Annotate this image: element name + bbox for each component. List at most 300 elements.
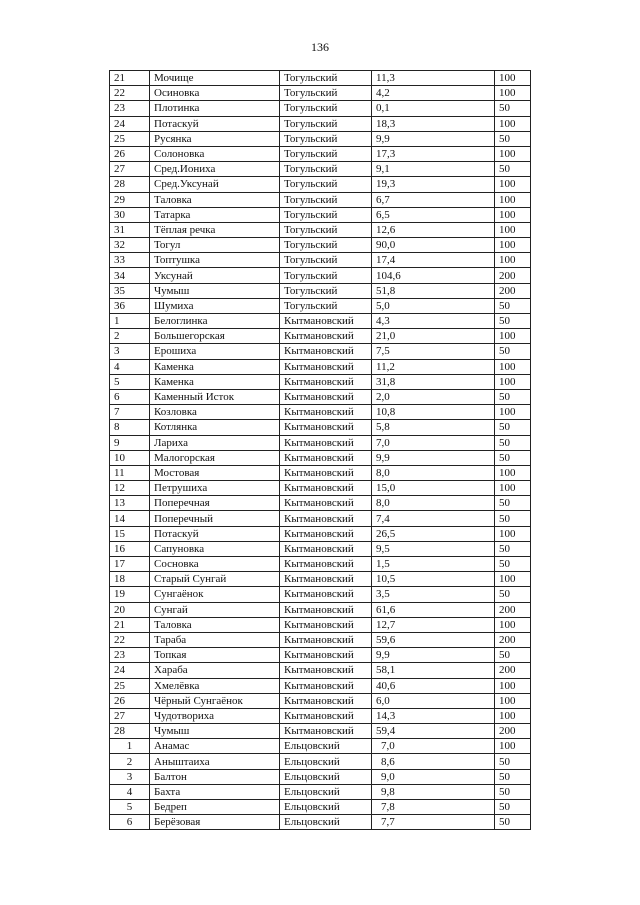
row-number-cell: 18: [110, 572, 150, 587]
limit-cell: 100: [495, 526, 531, 541]
table-row: [110, 253, 531, 268]
river-name-cell: Чудотвориха: [150, 708, 280, 723]
row-number-cell: 22: [110, 632, 150, 647]
limit-cell: 50: [495, 420, 531, 435]
river-name-cell: Чумыш: [150, 724, 280, 739]
table-row: [110, 359, 531, 374]
table-row: [110, 708, 531, 723]
row-number-cell: 4: [110, 784, 150, 799]
limit-cell: 50: [495, 101, 531, 116]
table-row: [110, 283, 531, 298]
table-row: [110, 815, 531, 830]
row-number-cell: 23: [110, 101, 150, 116]
limit-cell: 100: [495, 329, 531, 344]
limit-cell: 50: [495, 131, 531, 146]
value-cell: 9,9: [372, 648, 495, 663]
river-name-cell: Котлянка: [150, 420, 280, 435]
value-cell: 51,8: [372, 283, 495, 298]
row-number-cell: 3: [110, 344, 150, 359]
district-cell: Кытмановский: [280, 374, 372, 389]
table-row: [110, 724, 531, 739]
limit-cell: 100: [495, 116, 531, 131]
row-number-cell: 1: [110, 739, 150, 754]
table-row: [110, 572, 531, 587]
value-cell: 19,3: [372, 177, 495, 192]
limit-cell: 50: [495, 314, 531, 329]
page-number: 136: [311, 40, 329, 54]
district-cell: Кытмановский: [280, 314, 372, 329]
row-number-cell: 25: [110, 678, 150, 693]
district-cell: Кытмановский: [280, 526, 372, 541]
row-number-cell: 21: [110, 71, 150, 86]
value-cell: 11,3: [372, 71, 495, 86]
limit-cell: 100: [495, 86, 531, 101]
district-cell: Ельцовский: [280, 739, 372, 754]
table-row: [110, 678, 531, 693]
district-cell: Тогульский: [280, 238, 372, 253]
district-cell: Тогульский: [280, 268, 372, 283]
row-number-cell: 25: [110, 131, 150, 146]
row-number-cell: 34: [110, 268, 150, 283]
table-row: [110, 222, 531, 237]
limit-cell: 50: [495, 435, 531, 450]
district-cell: Кытмановский: [280, 511, 372, 526]
row-number-cell: 20: [110, 602, 150, 617]
value-cell: 10,5: [372, 572, 495, 587]
district-cell: Кытмановский: [280, 344, 372, 359]
table-row: [110, 587, 531, 602]
row-number-cell: 24: [110, 663, 150, 678]
limit-cell: 200: [495, 268, 531, 283]
row-number-cell: 16: [110, 541, 150, 556]
row-number-cell: 21: [110, 617, 150, 632]
limit-cell: 200: [495, 724, 531, 739]
value-cell: 6,0: [372, 693, 495, 708]
river-name-cell: Сунгаёнок: [150, 587, 280, 602]
row-number-cell: 5: [110, 800, 150, 815]
district-cell: Кытмановский: [280, 541, 372, 556]
district-cell: Кытмановский: [280, 359, 372, 374]
river-name-cell: Бедреп: [150, 800, 280, 815]
district-cell: Тогульский: [280, 162, 372, 177]
river-name-cell: Тогул: [150, 238, 280, 253]
limit-cell: 50: [495, 769, 531, 784]
district-cell: Тогульский: [280, 177, 372, 192]
district-cell: Кытмановский: [280, 450, 372, 465]
river-name-cell: Сапуновка: [150, 541, 280, 556]
value-cell: 7,8: [372, 800, 495, 815]
river-name-cell: Чумыш: [150, 283, 280, 298]
river-name-cell: Сред.Иониха: [150, 162, 280, 177]
river-name-cell: Плотинка: [150, 101, 280, 116]
value-cell: 9,9: [372, 131, 495, 146]
district-cell: Тогульский: [280, 116, 372, 131]
row-number-cell: 2: [110, 329, 150, 344]
table-row: [110, 754, 531, 769]
district-cell: Тогульский: [280, 131, 372, 146]
river-name-cell: Русянка: [150, 131, 280, 146]
district-cell: Тогульский: [280, 71, 372, 86]
value-cell: 59,4: [372, 724, 495, 739]
row-number-cell: 29: [110, 192, 150, 207]
value-cell: 11,2: [372, 359, 495, 374]
row-number-cell: 28: [110, 177, 150, 192]
river-name-cell: Балтон: [150, 769, 280, 784]
district-cell: Тогульский: [280, 192, 372, 207]
district-cell: Тогульский: [280, 86, 372, 101]
value-cell: 12,6: [372, 222, 495, 237]
limit-cell: 100: [495, 465, 531, 480]
table-row: [110, 146, 531, 161]
limit-cell: 100: [495, 708, 531, 723]
table-row: [110, 116, 531, 131]
value-cell: 18,3: [372, 116, 495, 131]
district-cell: Кытмановский: [280, 678, 372, 693]
table-row: [110, 131, 531, 146]
value-cell: 7,7: [372, 815, 495, 830]
district-cell: Ельцовский: [280, 754, 372, 769]
limit-cell: 100: [495, 222, 531, 237]
row-number-cell: 6: [110, 815, 150, 830]
row-number-cell: 27: [110, 162, 150, 177]
district-cell: Кытмановский: [280, 481, 372, 496]
limit-cell: 50: [495, 557, 531, 572]
table-row: [110, 314, 531, 329]
value-cell: 1,5: [372, 557, 495, 572]
table-row: [110, 329, 531, 344]
limit-cell: 100: [495, 693, 531, 708]
row-number-cell: 9: [110, 435, 150, 450]
value-cell: 10,8: [372, 405, 495, 420]
table-row: [110, 739, 531, 754]
table-row: [110, 769, 531, 784]
limit-cell: 100: [495, 572, 531, 587]
table-row: [110, 420, 531, 435]
river-name-cell: Тёплая речка: [150, 222, 280, 237]
row-number-cell: 1: [110, 314, 150, 329]
river-name-cell: Хараба: [150, 663, 280, 678]
limit-cell: 100: [495, 146, 531, 161]
river-name-cell: Козловка: [150, 405, 280, 420]
row-number-cell: 15: [110, 526, 150, 541]
district-cell: Кытмановский: [280, 708, 372, 723]
district-cell: Кытмановский: [280, 420, 372, 435]
district-cell: Тогульский: [280, 101, 372, 116]
row-number-cell: 22: [110, 86, 150, 101]
table-row: [110, 177, 531, 192]
river-name-cell: Чёрный Сунгаёнок: [150, 693, 280, 708]
row-number-cell: 7: [110, 405, 150, 420]
value-cell: 90,0: [372, 238, 495, 253]
limit-cell: 50: [495, 541, 531, 556]
limit-cell: 50: [495, 344, 531, 359]
limit-cell: 100: [495, 374, 531, 389]
district-cell: Ельцовский: [280, 800, 372, 815]
district-cell: Тогульский: [280, 283, 372, 298]
table-row: [110, 602, 531, 617]
row-number-cell: 28: [110, 724, 150, 739]
limit-cell: 100: [495, 739, 531, 754]
river-name-cell: Старый Сунгай: [150, 572, 280, 587]
table-row: [110, 405, 531, 420]
table-row: [110, 207, 531, 222]
limit-cell: 200: [495, 663, 531, 678]
row-number-cell: 6: [110, 389, 150, 404]
rivers-table: [109, 70, 531, 830]
row-number-cell: 17: [110, 557, 150, 572]
river-name-cell: Потаскуй: [150, 526, 280, 541]
table-row: [110, 496, 531, 511]
value-cell: 9,9: [372, 450, 495, 465]
limit-cell: 50: [495, 298, 531, 313]
limit-cell: 50: [495, 800, 531, 815]
district-cell: Кытмановский: [280, 329, 372, 344]
limit-cell: 50: [495, 496, 531, 511]
limit-cell: 100: [495, 238, 531, 253]
table-row: [110, 632, 531, 647]
value-cell: 8,0: [372, 496, 495, 511]
row-number-cell: 4: [110, 359, 150, 374]
row-number-cell: 5: [110, 374, 150, 389]
limit-cell: 50: [495, 389, 531, 404]
value-cell: 14,3: [372, 708, 495, 723]
limit-cell: 100: [495, 617, 531, 632]
table-row: [110, 162, 531, 177]
table-row: [110, 693, 531, 708]
district-cell: Кытмановский: [280, 435, 372, 450]
table-row: [110, 298, 531, 313]
river-name-cell: Поперечная: [150, 496, 280, 511]
district-cell: Тогульский: [280, 207, 372, 222]
row-number-cell: 23: [110, 648, 150, 663]
district-cell: Тогульский: [280, 253, 372, 268]
row-number-cell: 32: [110, 238, 150, 253]
value-cell: 3,5: [372, 587, 495, 602]
limit-cell: 100: [495, 177, 531, 192]
table-row: [110, 435, 531, 450]
table-row: [110, 450, 531, 465]
river-name-cell: Петрушиха: [150, 481, 280, 496]
district-cell: Тогульский: [280, 298, 372, 313]
river-name-cell: Потаскуй: [150, 116, 280, 131]
table-row: [110, 101, 531, 116]
value-cell: 7,5: [372, 344, 495, 359]
limit-cell: 100: [495, 678, 531, 693]
river-name-cell: Таловка: [150, 617, 280, 632]
row-number-cell: 11: [110, 465, 150, 480]
table-row: [110, 192, 531, 207]
value-cell: 9,0: [372, 769, 495, 784]
value-cell: 26,5: [372, 526, 495, 541]
limit-cell: 200: [495, 283, 531, 298]
limit-cell: 50: [495, 587, 531, 602]
value-cell: 7,4: [372, 511, 495, 526]
district-cell: Ельцовский: [280, 769, 372, 784]
table-row: [110, 238, 531, 253]
value-cell: 17,3: [372, 146, 495, 161]
row-number-cell: 36: [110, 298, 150, 313]
value-cell: 0,1: [372, 101, 495, 116]
row-number-cell: 2: [110, 754, 150, 769]
value-cell: 6,5: [372, 207, 495, 222]
limit-cell: 50: [495, 450, 531, 465]
river-name-cell: Аныштаиха: [150, 754, 280, 769]
value-cell: 58,1: [372, 663, 495, 678]
value-cell: 4,2: [372, 86, 495, 101]
value-cell: 40,6: [372, 678, 495, 693]
value-cell: 2,0: [372, 389, 495, 404]
river-name-cell: Лариха: [150, 435, 280, 450]
value-cell: 61,6: [372, 602, 495, 617]
row-number-cell: 26: [110, 693, 150, 708]
district-cell: Кытмановский: [280, 465, 372, 480]
table-row: [110, 663, 531, 678]
river-name-cell: Каменка: [150, 359, 280, 374]
limit-cell: 50: [495, 754, 531, 769]
value-cell: 9,5: [372, 541, 495, 556]
limit-cell: 100: [495, 359, 531, 374]
river-name-cell: Анамас: [150, 739, 280, 754]
limit-cell: 200: [495, 602, 531, 617]
table-row: [110, 800, 531, 815]
district-cell: Ельцовский: [280, 784, 372, 799]
table-row: [110, 71, 531, 86]
row-number-cell: 24: [110, 116, 150, 131]
value-cell: 8,6: [372, 754, 495, 769]
river-name-cell: Мочище: [150, 71, 280, 86]
value-cell: 6,7: [372, 192, 495, 207]
value-cell: 8,0: [372, 465, 495, 480]
limit-cell: 100: [495, 253, 531, 268]
river-name-cell: Осиновка: [150, 86, 280, 101]
river-name-cell: Поперечный: [150, 511, 280, 526]
row-number-cell: 33: [110, 253, 150, 268]
value-cell: 31,8: [372, 374, 495, 389]
river-name-cell: Топтушка: [150, 253, 280, 268]
table-row: [110, 617, 531, 632]
river-name-cell: Хмелёвка: [150, 678, 280, 693]
row-number-cell: 26: [110, 146, 150, 161]
row-number-cell: 30: [110, 207, 150, 222]
limit-cell: 50: [495, 815, 531, 830]
limit-cell: 100: [495, 481, 531, 496]
value-cell: 21,0: [372, 329, 495, 344]
river-name-cell: Солоновка: [150, 146, 280, 161]
table-row: [110, 526, 531, 541]
value-cell: 4,3: [372, 314, 495, 329]
limit-cell: 100: [495, 207, 531, 222]
row-number-cell: 19: [110, 587, 150, 602]
table-row: [110, 557, 531, 572]
river-name-cell: Берёзовая: [150, 815, 280, 830]
row-number-cell: 14: [110, 511, 150, 526]
river-name-cell: Каменный Исток: [150, 389, 280, 404]
table-row: [110, 481, 531, 496]
district-cell: Кытмановский: [280, 496, 372, 511]
limit-cell: 50: [495, 784, 531, 799]
row-number-cell: 35: [110, 283, 150, 298]
value-cell: 15,0: [372, 481, 495, 496]
value-cell: 9,8: [372, 784, 495, 799]
table-row: [110, 374, 531, 389]
river-name-cell: Каменка: [150, 374, 280, 389]
row-number-cell: 3: [110, 769, 150, 784]
table-row: [110, 648, 531, 663]
limit-cell: 50: [495, 162, 531, 177]
limit-cell: 100: [495, 71, 531, 86]
table-row: [110, 86, 531, 101]
district-cell: Кытмановский: [280, 602, 372, 617]
district-cell: Кытмановский: [280, 557, 372, 572]
district-cell: Кытмановский: [280, 632, 372, 647]
value-cell: 17,4: [372, 253, 495, 268]
river-name-cell: Мостовая: [150, 465, 280, 480]
river-name-cell: Ерошиха: [150, 344, 280, 359]
table-row: [110, 344, 531, 359]
river-name-cell: Татарка: [150, 207, 280, 222]
river-name-cell: Шумиха: [150, 298, 280, 313]
district-cell: Кытмановский: [280, 693, 372, 708]
row-number-cell: 10: [110, 450, 150, 465]
value-cell: 9,1: [372, 162, 495, 177]
river-name-cell: Сред.Уксунай: [150, 177, 280, 192]
river-name-cell: Уксунай: [150, 268, 280, 283]
district-cell: Кытмановский: [280, 572, 372, 587]
row-number-cell: 13: [110, 496, 150, 511]
river-name-cell: Таловка: [150, 192, 280, 207]
district-cell: Кытмановский: [280, 405, 372, 420]
value-cell: 7,0: [372, 435, 495, 450]
limit-cell: 200: [495, 632, 531, 647]
river-name-cell: Тараба: [150, 632, 280, 647]
district-cell: Тогульский: [280, 146, 372, 161]
river-name-cell: Большегорская: [150, 329, 280, 344]
value-cell: 12,7: [372, 617, 495, 632]
table-row: [110, 465, 531, 480]
table-row: [110, 268, 531, 283]
table-row: [110, 541, 531, 556]
limit-cell: 50: [495, 648, 531, 663]
district-cell: Кытмановский: [280, 724, 372, 739]
district-cell: Кытмановский: [280, 587, 372, 602]
district-cell: Тогульский: [280, 222, 372, 237]
value-cell: 104,6: [372, 268, 495, 283]
table-row: [110, 784, 531, 799]
value-cell: 5,0: [372, 298, 495, 313]
row-number-cell: 12: [110, 481, 150, 496]
table-body: [110, 71, 531, 830]
river-name-cell: Малогорская: [150, 450, 280, 465]
river-name-cell: Сосновка: [150, 557, 280, 572]
value-cell: 5,8: [372, 420, 495, 435]
district-cell: Кытмановский: [280, 663, 372, 678]
district-cell: Кытмановский: [280, 617, 372, 632]
table-row: [110, 389, 531, 404]
river-name-cell: Топкая: [150, 648, 280, 663]
limit-cell: 100: [495, 405, 531, 420]
limit-cell: 100: [495, 192, 531, 207]
row-number-cell: 27: [110, 708, 150, 723]
row-number-cell: 31: [110, 222, 150, 237]
row-number-cell: 8: [110, 420, 150, 435]
river-name-cell: Бахта: [150, 784, 280, 799]
value-cell: 59,6: [372, 632, 495, 647]
district-cell: Кытмановский: [280, 389, 372, 404]
river-name-cell: Белоглинка: [150, 314, 280, 329]
district-cell: Кытмановский: [280, 648, 372, 663]
river-name-cell: Сунгай: [150, 602, 280, 617]
value-cell: 7,0: [372, 739, 495, 754]
